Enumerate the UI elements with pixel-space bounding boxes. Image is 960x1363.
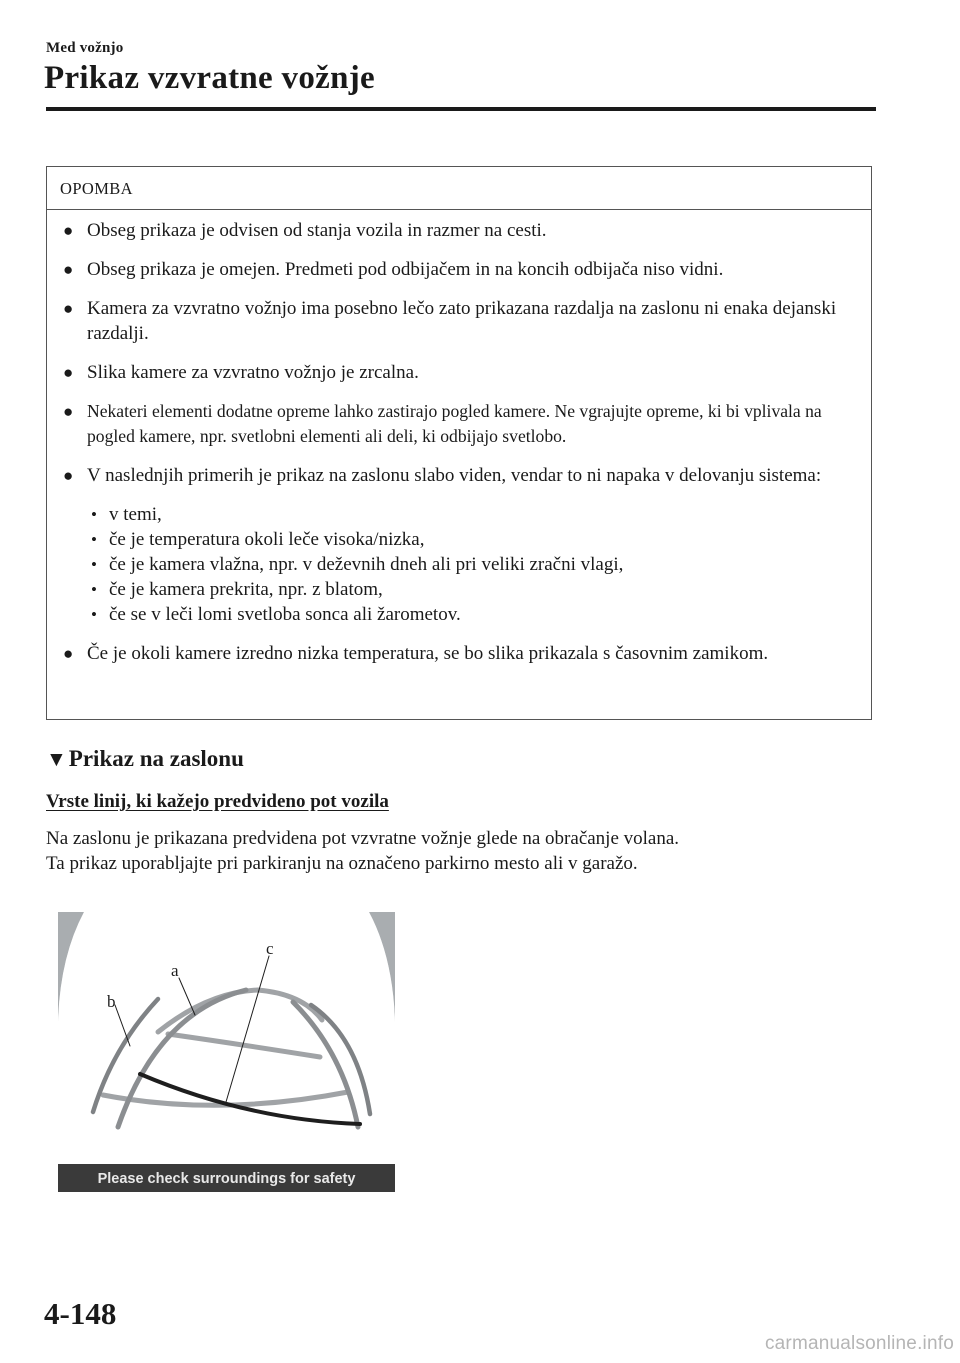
note-item-text: Če je okoli kamere izredno nizka temperatura, se bo slika prikazala s časovnim zamikom. [87,643,769,664]
bullet-icon: ● [63,260,74,279]
small-bullet-icon: • [91,605,97,624]
bullet-icon: ● [63,299,74,318]
body-line: Na zaslonu je prikazana predvidena pot vzvratne vožnje glede na obračanje volana. [46,828,680,849]
bullet-icon: ● [63,402,74,421]
note-item-text: Obseg prikaza je odvisen od stanja vozila in razmer na cesti. [87,220,547,241]
note-sub-item-text: če je kamera vlažna, npr. v deževnih dneh ali pri veliki zračni vlagi, [109,554,624,575]
note-item [63,218,855,243]
bullet-icon: ● [63,466,74,485]
small-bullet-icon: • [91,555,97,574]
small-bullet-icon: • [91,530,97,549]
note-item [63,257,855,282]
note-item-text: V naslednjih primerih je prikaz na zaslonu slabo viden, vendar to ni napaka v delovanju sistema: [87,465,822,486]
note-sub-item [87,502,855,527]
bullet-icon: ● [63,644,74,663]
note-item-text: Obseg prikaza je omejen. Predmeti pod odbijačem in na koncih odbijača niso vidni. [87,259,724,280]
small-bullet-icon: • [91,505,97,524]
subsection-heading: Vrste linij, ki kažejo predvideno pot vozila [46,791,389,812]
body-paragraph [46,826,866,876]
note-item-text: Kamera za vzvratno vožnjo ima posebno lečo zato prikazana razdalja na zaslonu ni enaka dejanski razdalji. [87,298,837,344]
note-item [63,360,855,385]
note-heading: OPOMBA [47,167,871,210]
note-sub-item-text: če je temperatura okoli leče visoka/nizka, [109,529,425,550]
section-heading [46,746,244,772]
note-sub-item [87,577,855,602]
camera-screen-illustration [58,912,395,1192]
warning-banner-text: Please check surroundings for safety [97,1171,356,1187]
note-item [63,399,855,449]
note-sub-item [87,552,855,577]
page-title: Prikaz vzvratne vožnje [44,60,375,96]
watermark: carmanualsonline.info [764,1333,954,1354]
bullet-icon: ● [63,221,74,240]
note-box [46,166,872,720]
callout-b: b [107,992,116,1011]
section-label: Med vožnjo [46,40,124,56]
note-sub-item [87,527,855,552]
title-divider [46,107,876,111]
note-sub-item [87,602,855,627]
section-heading-text: Prikaz na zaslonu [68,746,244,771]
note-sub-item-text: če je kamera prekrita, npr. z blatom, [109,579,383,600]
note-sub-list [87,502,855,627]
bullet-icon: ● [63,363,74,382]
rear-camera-figure [58,912,395,1192]
note-sub-item-text: v temi, [109,504,162,525]
note-list [47,210,871,666]
note-sub-item-text: če se v leči lomi svetloba sonca ali žarometov. [109,604,461,625]
note-item [63,463,855,627]
note-item-text: Slika kamere za vzvratno vožnjo je zrcalna. [87,362,419,383]
note-item [63,641,855,666]
small-bullet-icon: • [91,580,97,599]
body-line: Ta prikaz uporabljajte pri parkiranju na označeno parkirno mesto ali v garažo. [46,853,638,874]
triangle-down-icon: ▼ [46,747,67,771]
callout-a: a [171,961,179,980]
page-number: 4-148 [44,1296,117,1331]
note-item [63,296,855,346]
note-item-text: Nekateri elementi dodatne opreme lahko zastirajo pogled kamere. Ne vgrajujte opreme, ki bi vplivala na pogled kamere, npr. svetlobni elementi ali deli, ki odbijajo svetlobo. [87,401,822,446]
callout-c: c [266,939,274,958]
